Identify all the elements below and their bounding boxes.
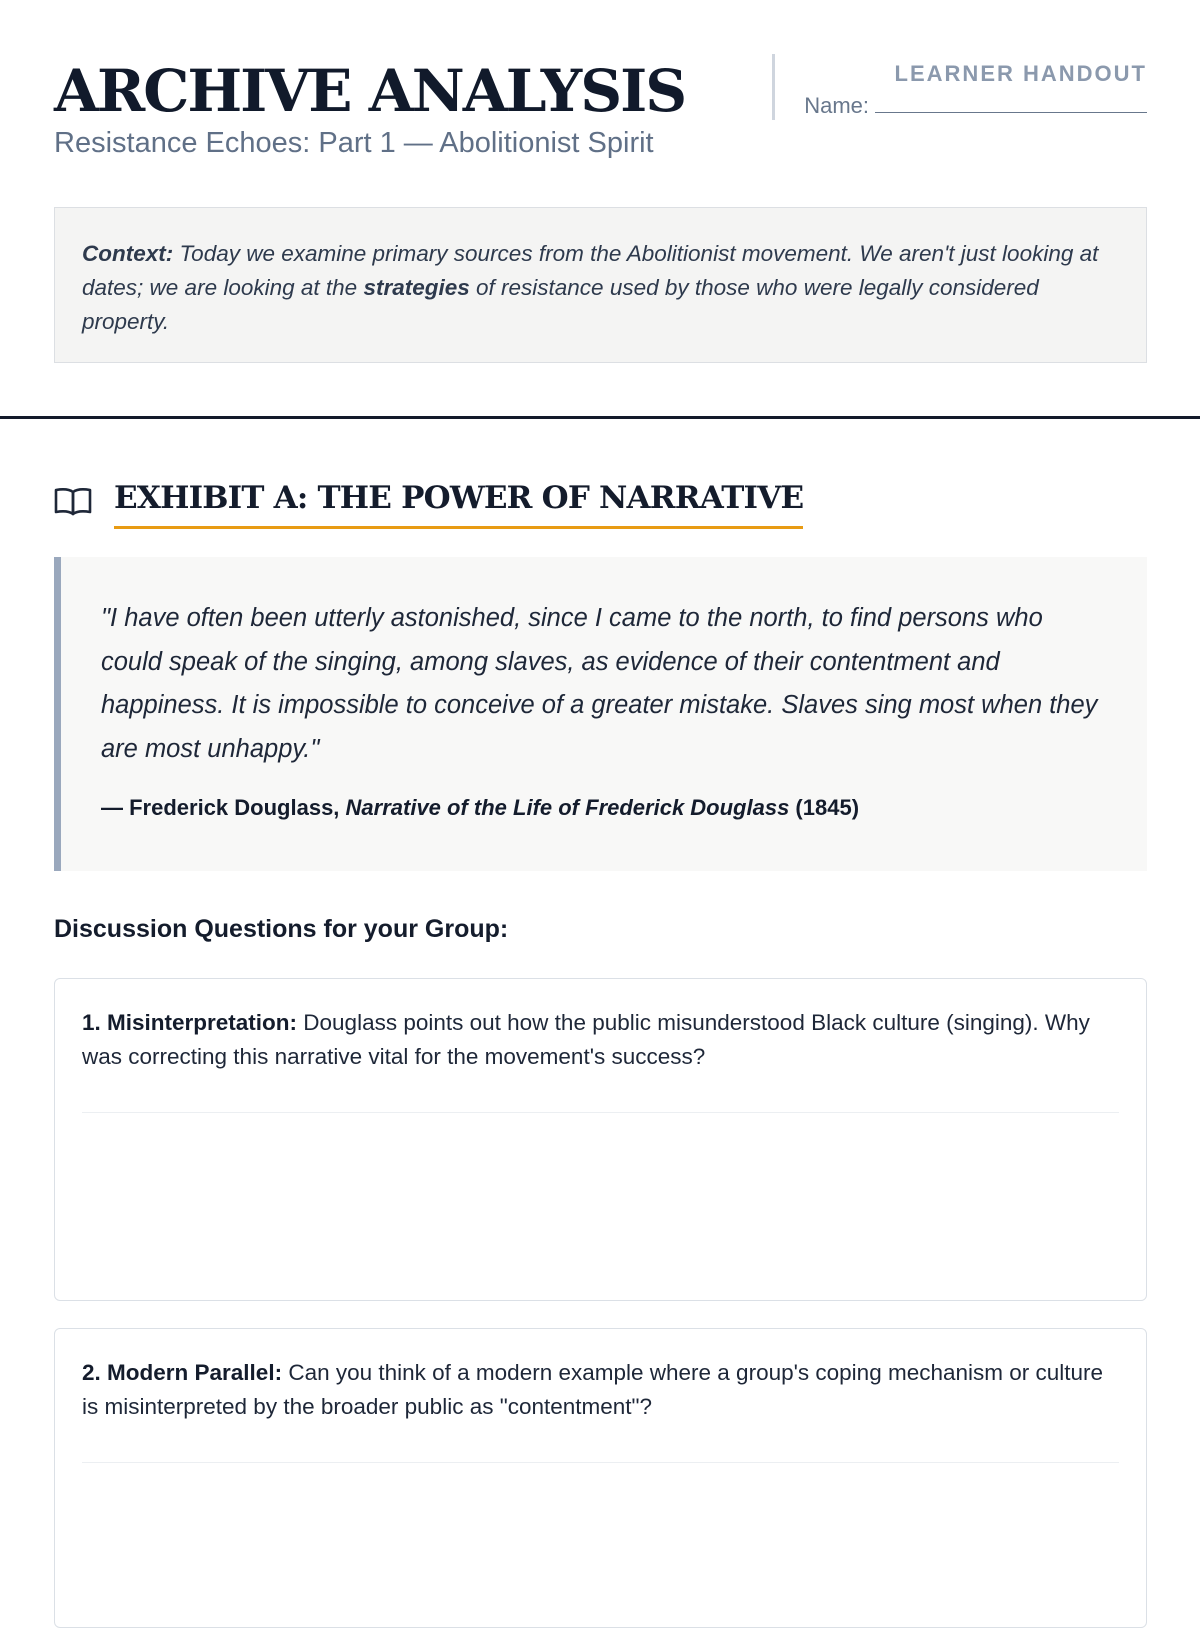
exhibit-title: EXHIBIT A: THE POWER OF NARRATIVE [114,476,803,529]
name-blank-line[interactable] [875,93,1147,113]
attribution-year: (1845) [789,795,860,820]
quote-block [54,557,1147,871]
question-card [54,978,1147,1301]
question-body: Douglass points out how the public misunderstood Black culture (singing). Why was correcting this narrative vital for the movement's success? [82,1010,1090,1069]
quote-attribution [101,793,1107,823]
context-emphasis: strategies [363,275,470,300]
discussion-heading: Discussion Questions for your Group: [54,915,509,943]
question-text [82,1356,1119,1448]
book-icon [54,486,92,518]
name-label: Name: [804,93,869,118]
context-box [54,207,1147,363]
page-header [54,50,1147,170]
attribution-author: — Frederick Douglass, [101,795,346,820]
context-text-before: Today we examine primary sources from the Abolitionist movement. We aren't just looking at dates; we are looking at the [82,241,1099,300]
question-card [54,1328,1147,1628]
page-title: ARCHIVE ANALYSIS [54,57,686,125]
question-label: 1. Misinterpretation: [82,1010,298,1035]
answer-area[interactable] [82,1462,1119,1463]
question-text [82,1006,1119,1098]
name-field[interactable] [804,92,1147,120]
exhibit-heading [54,476,954,531]
context-label: Context: [82,241,174,266]
context-text-after: of resistance used by those who were legally considered property. [82,275,1039,334]
question-label: 2. Modern Parallel: [82,1360,283,1385]
handout-label: LEARNER HANDOUT [894,61,1147,86]
attribution-work-title: Narrative of the Life of Frederick Douglass [345,795,790,820]
answer-area[interactable] [82,1112,1119,1113]
handout-info [772,54,1147,120]
page-subtitle: Resistance Echoes: Part 1 — Abolitionist Spirit [54,127,654,159]
section-divider [0,416,1200,419]
quote-text: "I have often been utterly astonished, since I came to the north, to find persons who could speak of the singing, among slaves, as evidence of their contentment and happiness. It is impossible to conceive of a greater mistake. Slaves sing most when they are most unhappy." [101,604,1098,763]
question-body: Can you think of a modern example where a group's coping mechanism or culture is misinterpreted by the broader public as "contentment"? [82,1360,1104,1419]
